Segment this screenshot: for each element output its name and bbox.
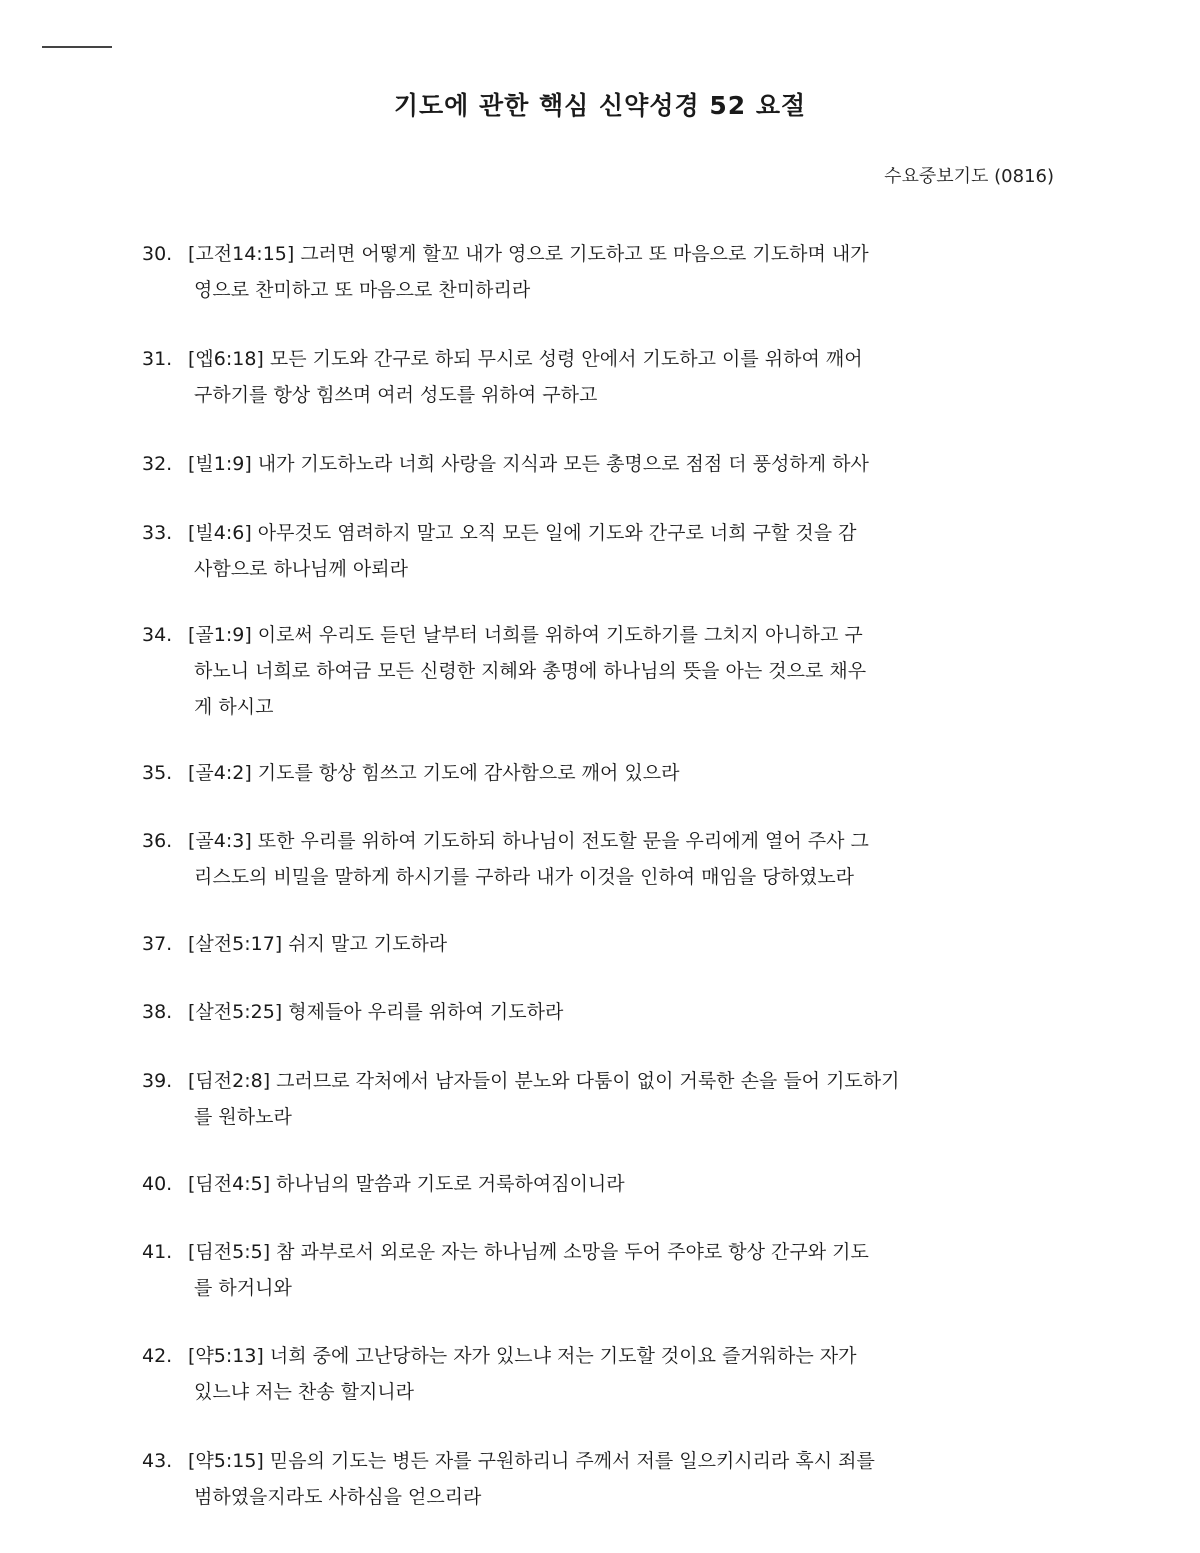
verse-text-line: [고전14:15] 그러면 어떻게 할꼬 내가 영으로 기도하고 또 마음으로 기도하며 내가 [188, 243, 869, 265]
verse-item [142, 236, 1032, 308]
verse-item [142, 515, 1032, 587]
verse-number: 41. [142, 1241, 173, 1263]
verse-number: 42. [142, 1345, 173, 1367]
verse-number: 39. [142, 1070, 173, 1092]
verse-number: 30. [142, 243, 173, 265]
verse-text-line: [골4:2] 기도를 항상 힘쓰고 기도에 감사함으로 깨어 있으라 [188, 762, 680, 784]
corner-mark [42, 46, 112, 48]
verse-text-line: [골4:3] 또한 우리를 위하여 기도하되 하나님이 전도할 문을 우리에게 열어 주사 그 [188, 830, 869, 852]
verse-number: 32. [142, 453, 173, 475]
verse-text-line: [딤전2:8] 그러므로 각처에서 남자들이 분노와 다툼이 없이 거룩한 손을 들어 기도하기 [188, 1070, 900, 1092]
verse-text-line: [약5:15] 믿음의 기도는 병든 자를 구원하리니 주께서 저를 일으키시리라 혹시 죄를 [188, 1450, 875, 1472]
verse-item [142, 1234, 1032, 1306]
verse-text-line: 사함으로 하나님께 아뢰라 [194, 558, 408, 580]
verse-number: 37. [142, 933, 173, 955]
page-title: 기도에 관한 핵심 신약성경 52 요절 [393, 91, 807, 120]
verse-text-line: 리스도의 비밀을 말하게 하시기를 구하라 내가 이것을 인하여 매임을 당하였노라 [194, 866, 855, 888]
verse-number: 43. [142, 1450, 173, 1472]
verse-text-line: [살전5:25] 형제들아 우리를 위하여 기도하라 [188, 1001, 564, 1023]
verse-text-line: 를 하거니와 [194, 1277, 292, 1299]
verse-text-line: 구하기를 항상 힘쓰며 여러 성도를 위하여 구하고 [194, 384, 598, 406]
verse-text-line: [골1:9] 이로써 우리도 듣던 날부터 너희를 위하여 기도하기를 그치지 아니하고 구 [188, 624, 863, 646]
verse-item [142, 341, 1032, 413]
verse-item [142, 994, 1032, 1030]
verse-text-line: 범하였을지라도 사하심을 얻으리라 [194, 1486, 482, 1508]
verse-item [142, 1063, 1032, 1135]
verse-text-line: 하노니 너희로 하여금 모든 신령한 지혜와 총명에 하나님의 뜻을 아는 것으로 채우 [194, 660, 867, 682]
verse-text-line: [약5:13] 너희 중에 고난당하는 자가 있느냐 저는 기도할 것이요 즐거워하는 자가 [188, 1345, 857, 1367]
verse-text-line: [딤전4:5] 하나님의 말씀과 기도로 거룩하여짐이니라 [188, 1173, 625, 1195]
verse-number: 38. [142, 1001, 173, 1023]
verse-text-line: 있느냐 저는 찬송 할지니라 [194, 1381, 415, 1403]
verse-text-line: [딤전5:5] 참 과부로서 외로운 자는 하나님께 소망을 두어 주야로 항상 간구와 기도 [188, 1241, 869, 1263]
verse-text-line: [빌4:6] 아무것도 염려하지 말고 오직 모든 일에 기도와 간구로 너희 구할 것을 감 [188, 522, 857, 544]
verse-text-line: [빌1:9] 내가 기도하노라 너희 사랑을 지식과 모든 총명으로 점점 더 풍성하게 하사 [188, 453, 869, 475]
verse-item [142, 926, 1032, 962]
verse-item [142, 1338, 1032, 1410]
verse-item [142, 617, 1032, 725]
verse-text-line: 게 하시고 [194, 696, 274, 718]
verse-item [142, 446, 1032, 482]
verse-text-line: [살전5:17] 쉬지 말고 기도하라 [188, 933, 448, 955]
verse-item [142, 1443, 1032, 1515]
verse-text-line: 를 원하노라 [194, 1106, 292, 1128]
verse-item [142, 1166, 1032, 1202]
verse-text-line: [엡6:18] 모든 기도와 간구로 하되 무시로 성령 안에서 기도하고 이를 위하여 깨어 [188, 348, 863, 370]
document-subtitle: 수요중보기도 (0816) [884, 166, 1054, 187]
verse-item [142, 755, 1032, 791]
verse-number: 31. [142, 348, 173, 370]
verse-number: 35. [142, 762, 173, 784]
verse-number: 34. [142, 624, 173, 646]
verse-item [142, 823, 1032, 895]
verse-number: 36. [142, 830, 173, 852]
verse-number: 40. [142, 1173, 173, 1195]
verse-number: 33. [142, 522, 173, 544]
verse-text-line: 영으로 찬미하고 또 마음으로 찬미하리라 [194, 279, 531, 301]
